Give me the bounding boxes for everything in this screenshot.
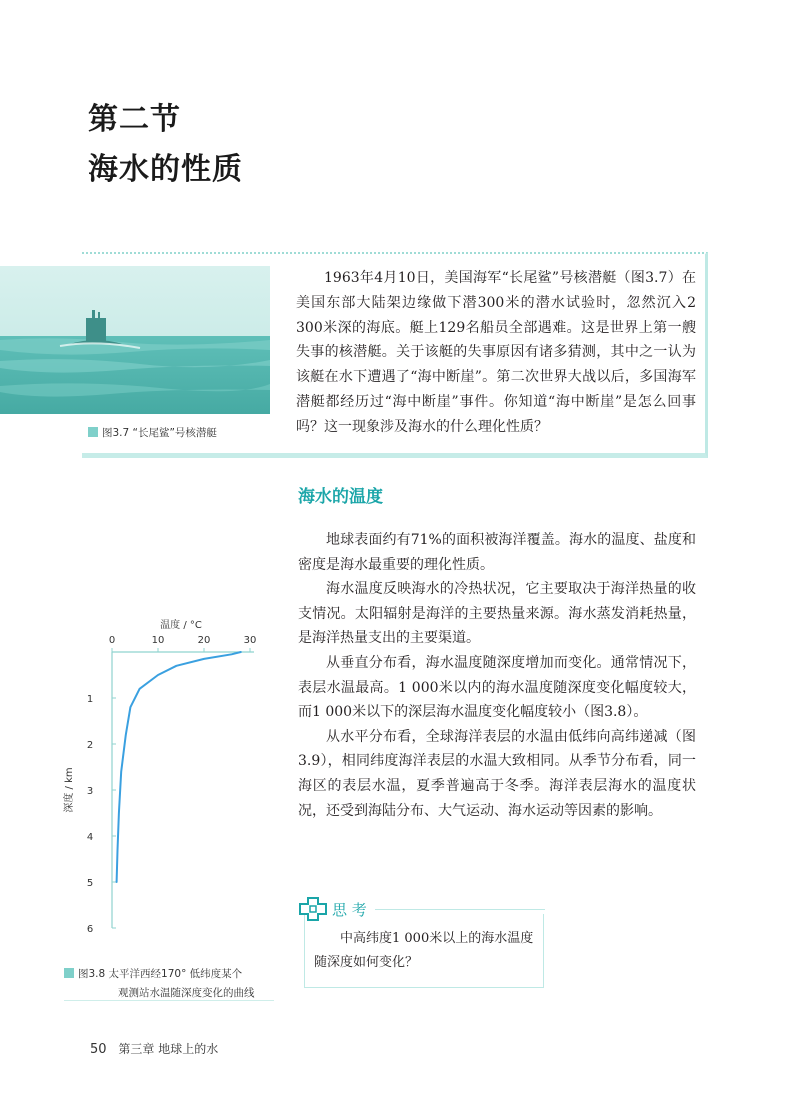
y-axis-label: 深度 / km [64, 767, 75, 813]
x-tick-label: 10 [151, 635, 165, 646]
intro-text [296, 266, 696, 440]
section-heading: 海水的温度 [298, 487, 383, 507]
y-tick-label: 3 [86, 786, 94, 797]
section-number: 第二节 [88, 102, 181, 137]
temperature-depth-chart [60, 612, 280, 942]
think-text [314, 927, 534, 975]
y-tick-label: 5 [86, 878, 94, 889]
caption-marker-icon [64, 968, 74, 978]
think-rule [375, 909, 545, 910]
body-paragraph: 从水平分布看，全球海洋表层的水温由低纬向高纬递减（图3.9），相同纬度海洋表层的水温大致相同。从季节分布看，同一海区的表层水温，夏季普遍高于冬季。海洋表层海水的温度状况，还受到海陆分布、大气运动、海水运动等因素的影响。 [298, 728, 696, 819]
submarine-photo [0, 266, 270, 414]
think-question: 中高纬度1 000米以上的海水温度随深度如何变化？ [314, 931, 534, 970]
y-tick-label: 6 [86, 924, 94, 935]
submarine-image [0, 266, 270, 414]
chart-svg [60, 612, 280, 942]
body-paragraph: 海水温度反映海水的冷热状况，它主要取决于海洋热量的收支情况。太阳辐射是海洋的主要热量来源。海水蒸发消耗热量，是海洋热量支出的主要渠道。 [298, 581, 696, 647]
chapter-label: 第三章 地球上的水 [118, 1042, 219, 1056]
figure-3-7-caption: 图3.7 “长尾鲨”号核潜艇 [88, 425, 217, 440]
body-text [298, 528, 696, 823]
figure-3-8-caption: 图3.8 太平洋西经170° 低纬度某个 [64, 966, 242, 981]
intro-paragraph: 1963年4月10日，美国海军“长尾鲨”号核潜艇（图3.7）在美国东部大陆架边缘做下潜300米的潜水试验时，忽然沉入2 300米深的海底。艇上129名船员全部遇难。这是世界上第一艘失事的核潜艇。关于该艇的失事原因有诸多猜测，其中之一认为该艇在水下遭遇了“海中断崖”。第二次世界大战以后，多国海军潜艇都经历过“海中断崖”事件。你知道“海中断崖”是怎么回事吗？这一现象涉及海水的什么理化性质？ [296, 270, 696, 435]
temperature-curve [117, 652, 241, 882]
y-tick-label: 1 [86, 694, 94, 705]
x-tick-label: 0 [108, 635, 116, 646]
body-paragraph: 地球表面约有71%的面积被海洋覆盖。海水的温度、盐度和密度是海水最重要的理化性质。 [298, 532, 696, 573]
x-axis-label: 温度 / °C [160, 620, 202, 631]
section-title: 海水的性质 [88, 152, 243, 187]
caption-marker-icon [88, 427, 98, 437]
body-paragraph: 从垂直分布看，海水温度随深度增加而变化。通常情况下，表层水温最高。1 000米以内的海水温度随深度变化幅度较大，而1 000米以下的深层海水温度变化幅度较小（图3.8）。 [298, 654, 696, 721]
x-tick-label: 30 [243, 635, 257, 646]
think-header [298, 896, 545, 922]
figure-3-8-caption-line2: 观测站水温随深度变化的曲线 [118, 987, 255, 999]
y-tick-label: 4 [86, 832, 94, 843]
caption-divider [64, 1000, 274, 1001]
x-tick-label: 20 [197, 635, 211, 646]
page-footer [90, 1040, 218, 1057]
think-icon [298, 896, 328, 922]
think-label: 思 考 [332, 900, 367, 919]
y-tick-label: 2 [86, 740, 94, 751]
page-number: 50 [90, 1042, 107, 1057]
